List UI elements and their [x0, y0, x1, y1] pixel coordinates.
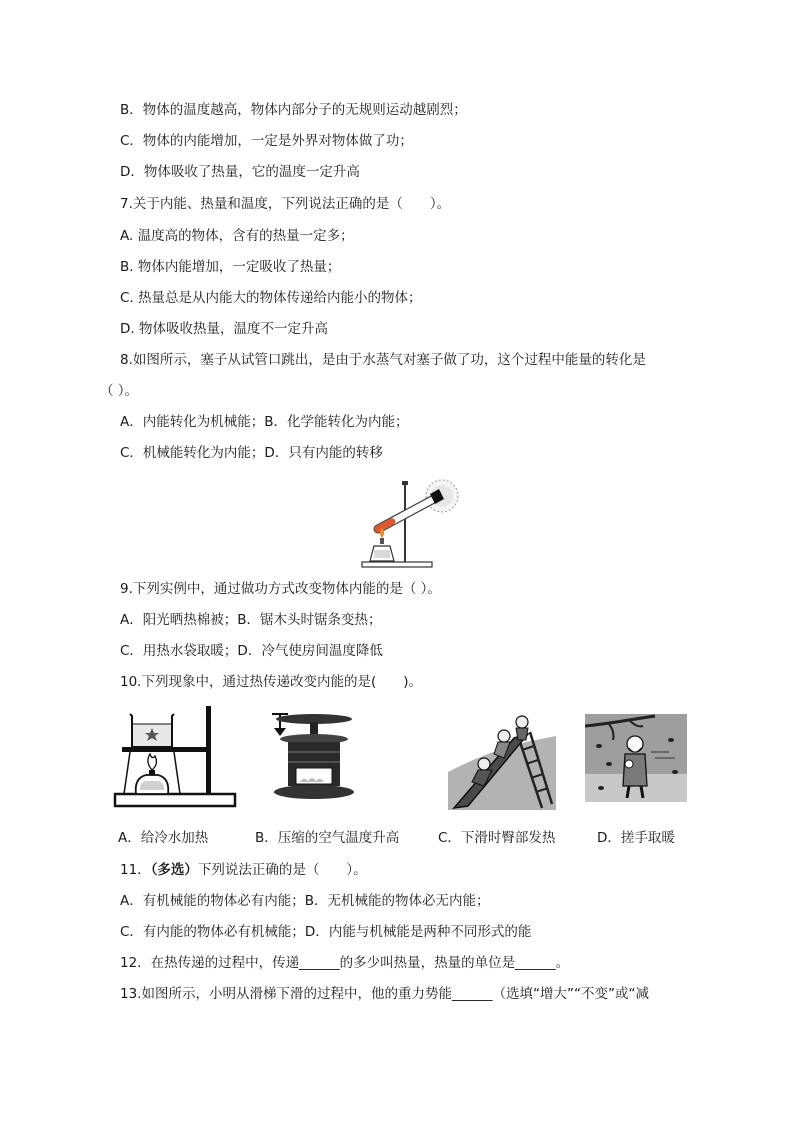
q11-stem: 下列说法正确的是（ ）。 [197, 862, 367, 878]
q9-options-cd: C．用热水袋取暖；D．冷气使房间温度降低 [120, 643, 383, 659]
cylinder-base [274, 785, 354, 799]
q11-multi-select-tag: （多选） [150, 862, 198, 878]
stand-base [115, 794, 235, 806]
q11-number: 11． [120, 862, 151, 878]
q11-options-cd: C．有内能的物体必有机械能；D．内能与机械能是两种不同形式的能 [120, 924, 532, 940]
q7-option-c: C. 热量总是从内能大的物体传递给内能小的物体； [120, 290, 422, 306]
cylinder-body [288, 742, 340, 786]
q6-option-d: D．物体吸收了热量，它的温度一定升高 [120, 164, 360, 180]
tripod-leg [174, 752, 180, 794]
q6-option-b: B．物体的温度越高，物体内部分子的无规则运动越剧烈； [120, 102, 467, 118]
q7-stem: 7.关于内能、热量和温度，下列说法正确的是（ ）。 [120, 196, 451, 212]
q6-option-c: C．物体的内能增加，一定是外界对物体做了功； [120, 133, 413, 149]
q12-text: 12．在热传递的过程中，传递______的多少叫热量，热量的单位是______。 [120, 955, 570, 971]
q9-stem: 9.下列实例中，通过做功方式改变物体内能的是（ ）。 [120, 581, 441, 597]
q10-caption-c: C．下滑时臀部发热 [438, 830, 556, 846]
q10-caption-b: B．压缩的空气温度升高 [255, 830, 400, 846]
beaker [130, 714, 174, 747]
q13-text: 13.如图所示，小明从滑梯下滑的过程中，他的重力势能______（选填“增大”“不变”或“减 [120, 986, 649, 1002]
q8-options-cd: C．机械能转化为内能；D．只有内能的转移 [120, 445, 383, 461]
q8-stem-line1: 8.如图所示，塞子从试管口跳出，是由于水蒸气对塞子做了功，这个过程中能量的转化是 [120, 352, 646, 368]
stand-base [362, 562, 432, 567]
q11-stem-line [120, 861, 367, 879]
q10-caption-d: D．搓手取暖 [597, 830, 675, 846]
alcohol-lamp [370, 528, 394, 561]
q7-option-b: B. 物体内能增加，一定吸收了热量； [120, 259, 341, 275]
child-top [516, 716, 528, 740]
heating-water-figure [112, 704, 240, 812]
q11-options-ab: A．有机械能的物体必有内能；B．无机械能的物体必无内能； [120, 893, 490, 909]
q9-options-ab: A．阳光晒热棉被；B．锯木头时锯条变热； [120, 612, 382, 628]
air-compression-figure [266, 710, 358, 804]
hands [625, 760, 633, 768]
q8-stem-line2: （ ）。 [100, 383, 139, 399]
tripod-leg [124, 752, 130, 794]
q10-stem: 10.下列现象中，通过热传递改变内能的是( )。 [120, 674, 423, 690]
slide-figure [446, 712, 556, 810]
rubbing-hands-figure [585, 712, 689, 804]
piston-rod [310, 722, 318, 736]
q8-options-ab: A．内能转化为机械能；B．化学能转化为内能； [120, 414, 409, 430]
q7-option-d: D. 物体吸收热量，温度不一定升高 [120, 321, 328, 337]
q10-caption-a: A．给冷水加热 [118, 830, 209, 846]
alcohol-lamp [136, 754, 169, 794]
test-tube-stopper-figure [360, 478, 464, 570]
q7-option-a: A. 温度高的物体，含有的热量一定多； [120, 228, 354, 244]
